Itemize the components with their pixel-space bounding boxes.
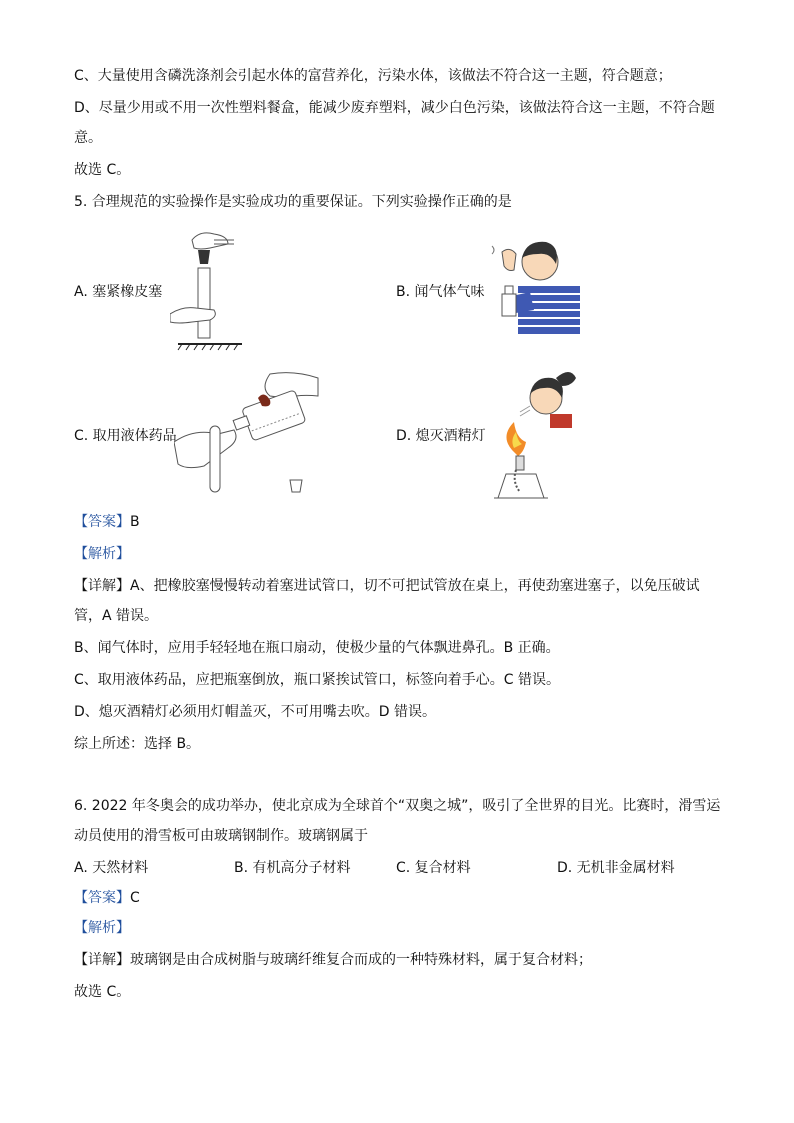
pouring-liquid-illustration [174,370,320,498]
q5-option-b: B. 闻气体气味 [396,284,485,300]
q6-option-a: A. 天然材料 [74,860,149,876]
q6-stem-line2: 动员使用的滑雪板可由玻璃钢制作。玻璃钢属于 [74,828,368,844]
q5-answer-value: B [130,514,140,530]
q5-detail-b: B、闻气体时，应用手轻轻地在瓶口扇动，使极少量的气体飘进鼻孔。B 正确。 [74,640,560,656]
q6-analysis-tag: 【解析】 [74,920,130,936]
q5-detail-a-line2: 管，A 错误。 [74,608,159,624]
prev-option-d-explanation-line2: 意。 [74,130,102,146]
q5-detail-a-line1 [74,576,700,596]
q6-detail-tag: 【详解】 [74,952,130,968]
q5-stem: 5. 合理规范的实验操作是实验成功的重要保证。下列实验操作正确的是 [74,194,512,210]
q6-answer-line [74,888,140,908]
q5-detail-tag: 【详解】 [74,578,130,594]
q6-detail-line [74,950,592,970]
q5-analysis-tag: 【解析】 [74,546,130,562]
q6-stem-line1: 6. 2022 年冬奥会的成功举办，使北京成为全球首个“双奥之城”，吸引了全世界的目光。比赛时，滑雪运 [74,798,721,814]
q5-summary: 综上所述：选择 B。 [74,736,201,752]
prev-conclusion: 故选 C。 [74,162,131,178]
q6-option-d: D. 无机非金属材料 [557,860,675,876]
q5-detail-d: D、熄灭酒精灯必须用灯帽盖灭，不可用嘴去吹。D 错误。 [74,704,437,720]
prev-option-d-explanation-line1: D、尽量少用或不用一次性塑料餐盒，能减少废弃塑料，减少白色污染，该做法符合这一主题，不符合题 [74,100,715,116]
q5-detail-a-text: A、把橡胶塞慢慢转动着塞进试管口，切不可把试管放在桌上，再使劲塞进塞子，以免压破试 [130,578,700,594]
prev-option-c-explanation: C、大量使用含磷洗涤剂会引起水体的富营养化，污染水体，该做法不符合这一主题，符合题意； [74,68,672,84]
q5-option-c: C. 取用液体药品 [74,428,177,444]
q6-detail-text: 玻璃钢是由合成树脂与玻璃纤维复合而成的一种特殊材料，属于复合材料； [130,952,592,968]
q5-option-d: D. 熄灭酒精灯 [396,428,486,444]
q6-conclusion: 故选 C。 [74,984,131,1000]
smelling-gas-illustration [490,236,584,336]
q5-option-a: A. 塞紧橡皮塞 [74,284,163,300]
q6-answer-value: C [130,890,140,906]
q5-answer-line [74,512,140,532]
q6-answer-tag: 【答案】 [74,890,130,906]
q5-answer-tag: 【答案】 [74,514,130,530]
q5-detail-c: C、取用液体药品，应把瓶塞倒放，瓶口紧挨试管口，标签向着手心。C 错误。 [74,672,560,688]
blowing-alcohol-lamp-illustration [490,364,584,502]
q6-option-b: B. 有机高分子材料 [234,860,351,876]
stopper-test-tube-illustration [170,226,250,354]
q6-option-c: C. 复合材料 [396,860,471,876]
